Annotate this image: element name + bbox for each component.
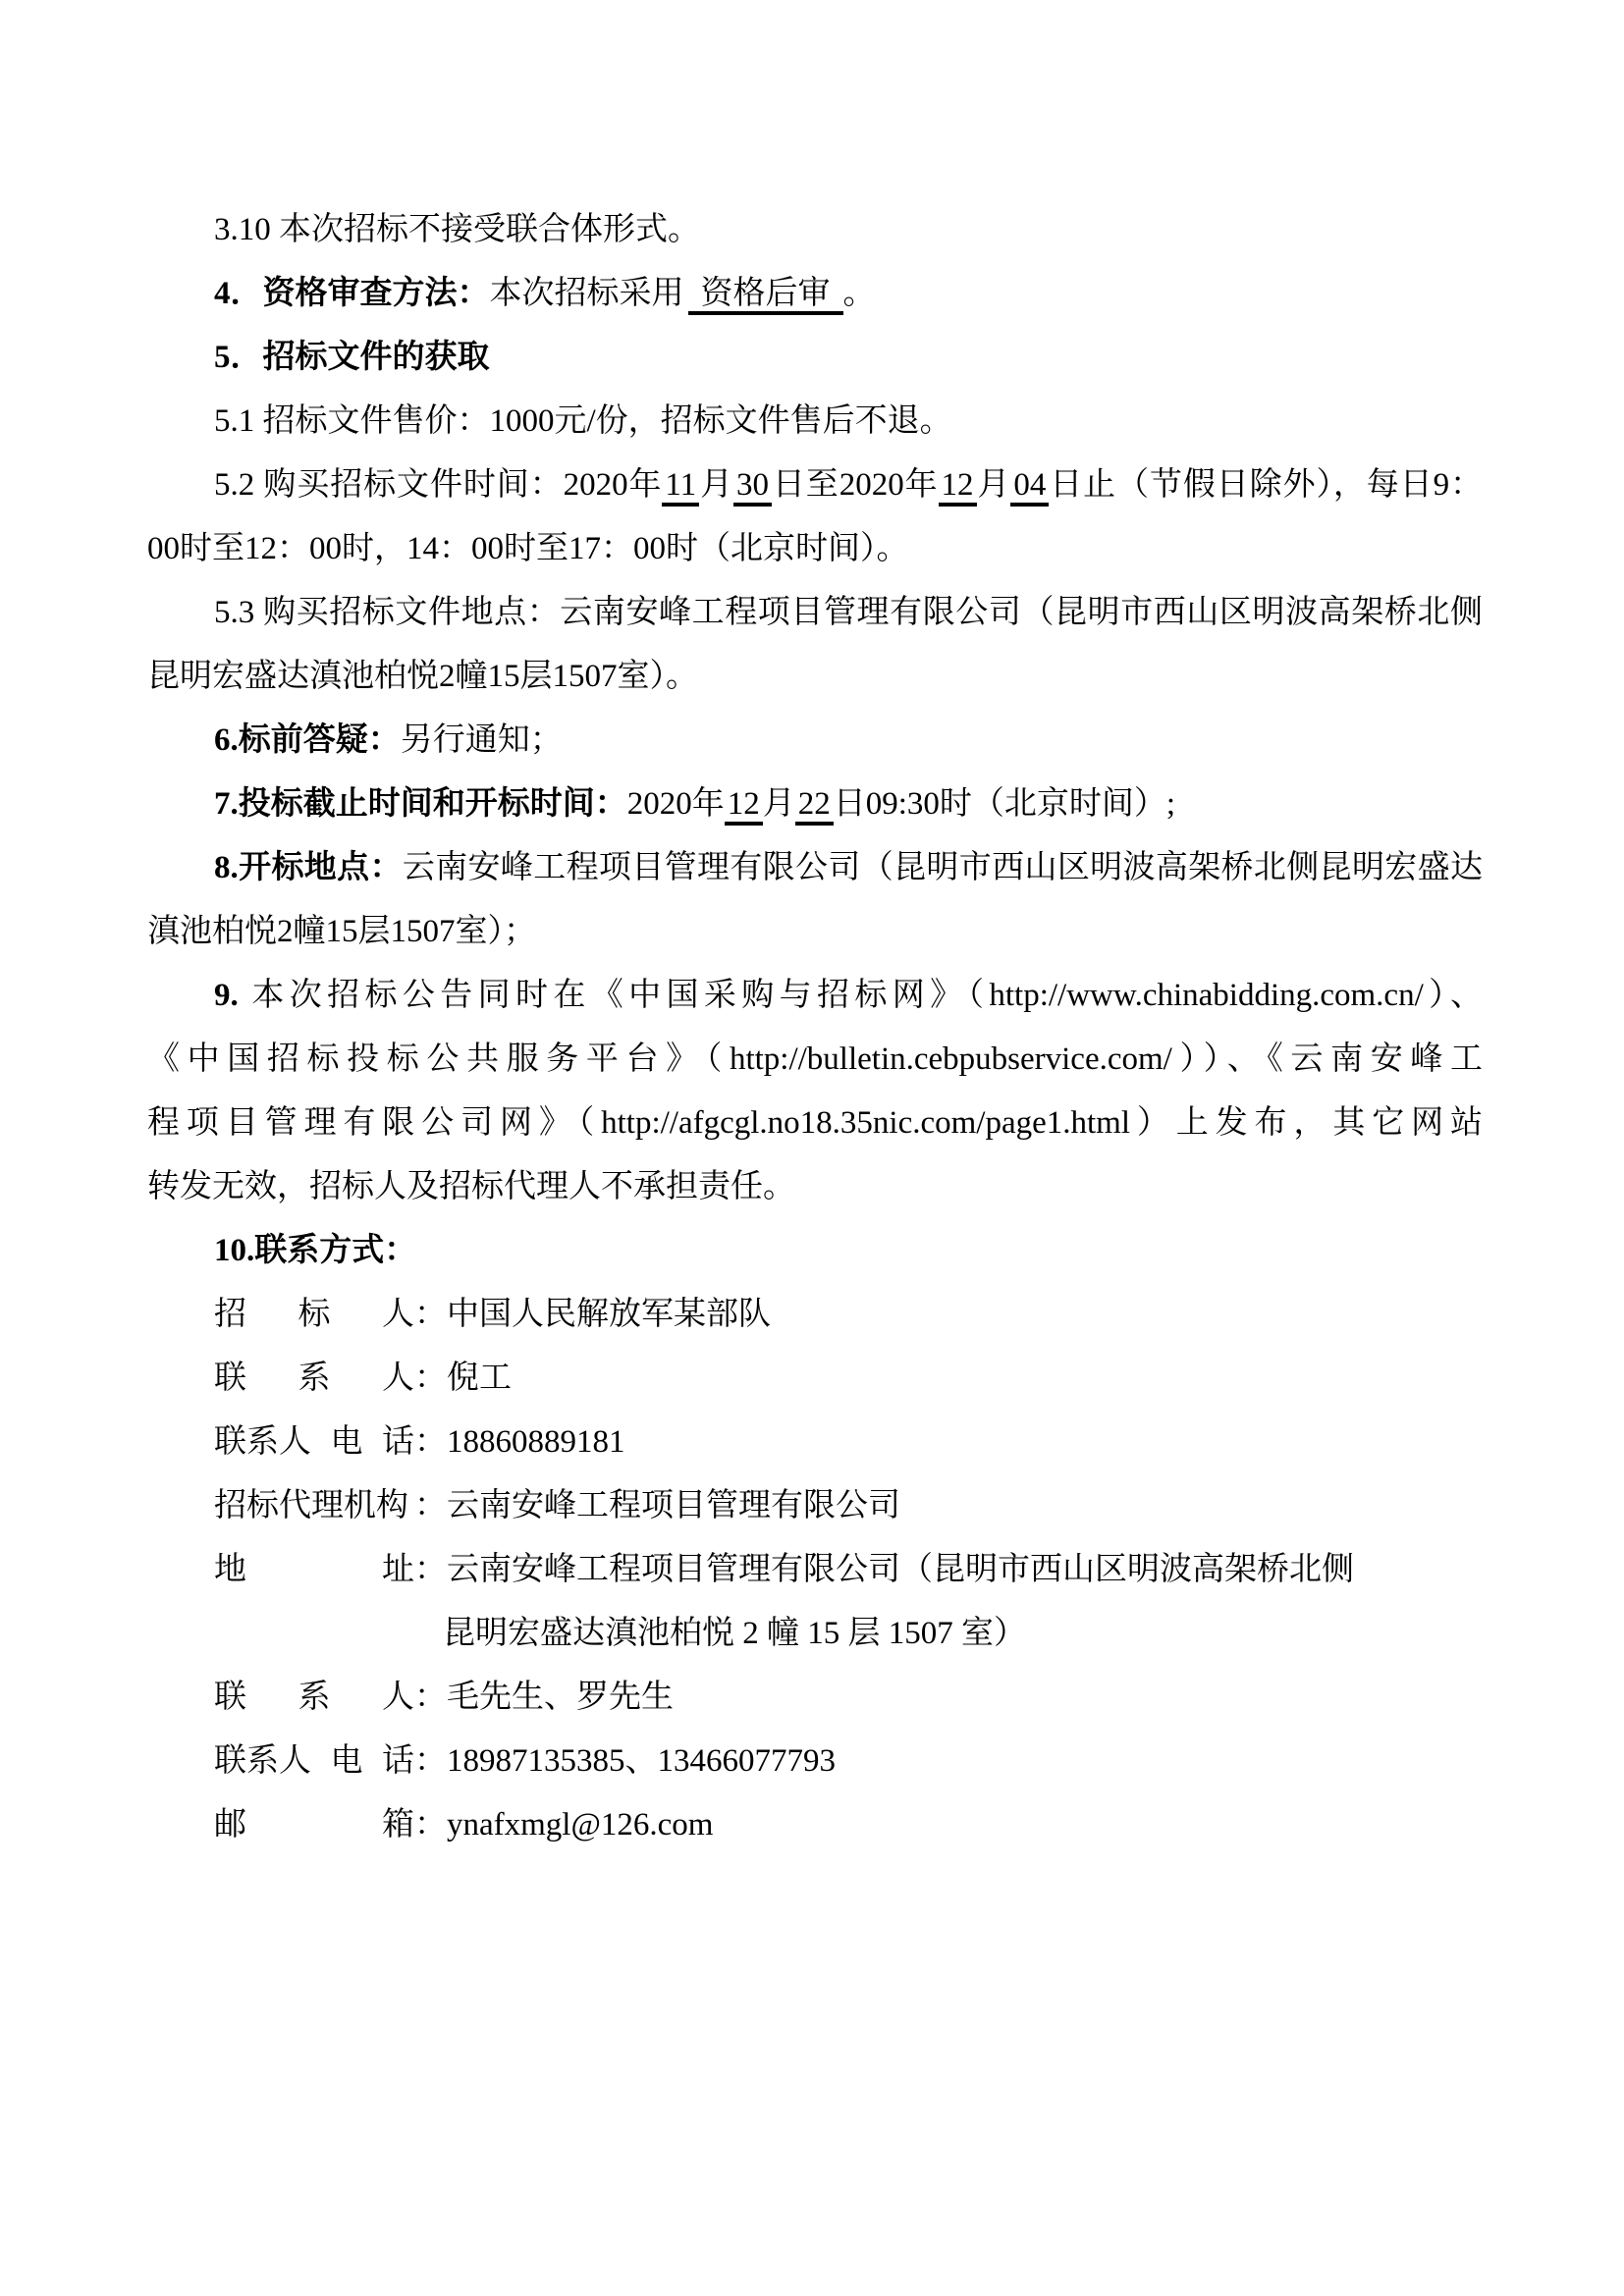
contact-label-part: 联系人 xyxy=(214,1743,311,1779)
contact-value: 18987135385、13466077793 xyxy=(447,1743,836,1779)
contact-label-part: 招标代理机构 xyxy=(214,1488,408,1523)
text-line xyxy=(147,1155,1483,1219)
text-run: 昆明宏盛达滇池柏悦2幢15层1507室）。 xyxy=(147,659,698,694)
contact-colon: ： xyxy=(414,1297,447,1332)
text-run: 日至2020年 xyxy=(771,467,939,503)
contact-colon: ： xyxy=(414,1743,447,1779)
text-run: 云南安峰工程项目管理有限公司（昆明市西山区明波高架桥北侧昆明宏盛达 xyxy=(402,850,1484,885)
underlined-text-run: 11 xyxy=(662,467,699,507)
contact-value: ynafxmgl@126.com xyxy=(447,1807,714,1842)
text-run: 3.10 本次招标不接受联合体形式。 xyxy=(214,212,700,247)
text-line xyxy=(147,581,1483,645)
contact-label-part: 联 xyxy=(214,1361,246,1396)
text-line xyxy=(147,836,1483,900)
text-line xyxy=(147,326,1483,390)
contact-label xyxy=(214,1347,414,1411)
text-line xyxy=(147,709,1483,773)
text-run: 本次招标采用 xyxy=(489,276,684,311)
contact-label xyxy=(214,1411,414,1474)
contact-colon: ： xyxy=(414,1361,447,1396)
contact-label xyxy=(214,1730,414,1793)
underlined-text-run: 30 xyxy=(733,467,772,507)
text-run: 月 xyxy=(976,467,1011,503)
contact-label-part: 地 xyxy=(214,1552,246,1587)
text-run: 本次招标公告同时在《中国采购与招标网》（http://www.chinabidding.com.cn/）、 xyxy=(238,978,1483,1013)
contact-label-part: 招 xyxy=(214,1297,246,1332)
bold-text-run: 7.投标截止时间和开标时间： xyxy=(214,786,627,822)
bold-text-run: 6.标前答疑： xyxy=(214,722,401,758)
contact-colon: ： xyxy=(414,1552,447,1587)
contact-label xyxy=(214,1538,414,1602)
text-run: 月 xyxy=(699,467,733,503)
contact-label xyxy=(214,1283,414,1347)
text-run: 5.2 购买招标文件时间：2020年 xyxy=(214,467,663,503)
bold-text-run: 5．招标文件的获取 xyxy=(214,340,490,375)
contact-row xyxy=(147,1474,1483,1538)
text-line xyxy=(147,1092,1483,1155)
contact-label-part: 话 xyxy=(382,1424,414,1460)
contact-colon: ： xyxy=(414,1424,447,1460)
contact-address-line2: 昆明宏盛达滇池柏悦 2 幢 15 层 1507 室） xyxy=(443,1616,1026,1651)
underlined-text-run: 04 xyxy=(1010,467,1049,507)
text-line xyxy=(147,900,1483,964)
text-run: 2020年 xyxy=(626,786,725,822)
text-line xyxy=(147,517,1483,581)
contact-row xyxy=(147,1666,1483,1730)
contact-label-part: 址 xyxy=(382,1552,414,1587)
text-run: 《中国招标投标公共服务平台》（http://bulletin.cebpubservice.com/））、《云南安峰工 xyxy=(147,1041,1483,1077)
contact-colon: ： xyxy=(414,1488,447,1523)
contact-label xyxy=(214,1666,414,1730)
contact-label-part: 系 xyxy=(298,1361,331,1396)
contact-row xyxy=(147,1538,1483,1602)
contact-value: 云南安峰工程项目管理有限公司（昆明市西山区明波高架桥北侧 xyxy=(447,1552,1354,1587)
contact-row xyxy=(147,1730,1483,1793)
underlined-text-run: 12 xyxy=(725,786,763,826)
text-run: 。 xyxy=(842,276,876,311)
contact-row xyxy=(147,1411,1483,1474)
text-line xyxy=(147,773,1483,836)
contact-label-part: 电 xyxy=(330,1743,363,1779)
text-run: 滇池柏悦2幢15层1507室）； xyxy=(147,914,536,949)
contact-label-part: 话 xyxy=(382,1743,414,1779)
contact-label xyxy=(214,1793,414,1857)
contact-label xyxy=(214,1474,414,1538)
text-line xyxy=(147,198,1483,262)
contact-label-part: 人 xyxy=(382,1361,414,1396)
text-run: 程项目管理有限公司网》（http://afgcgl.no18.35nic.com/page1.html）上发布，其它网站 xyxy=(147,1105,1483,1141)
contact-row xyxy=(147,1283,1483,1347)
contact-value: 倪工 xyxy=(447,1361,512,1396)
text-line xyxy=(147,964,1483,1028)
text-line xyxy=(147,1219,1483,1283)
contact-label-part: 联 xyxy=(214,1680,246,1715)
contact-colon: ： xyxy=(414,1807,447,1842)
text-run: 5.3 购买招标文件地点：云南安峰工程项目管理有限公司（昆明市西山区明波高架桥北侧 xyxy=(214,595,1483,630)
contact-colon: ： xyxy=(414,1680,447,1715)
contact-label-part: 箱 xyxy=(382,1807,414,1842)
bold-text-run: 4．资格审查方法： xyxy=(214,276,490,311)
contact-value: 云南安峰工程项目管理有限公司 xyxy=(447,1488,900,1523)
underlined-text-run: 22 xyxy=(795,786,834,826)
text-run: 00时至12：00时，14：00时至17：00时（北京时间）。 xyxy=(147,531,909,566)
text-run: 日止（节假日除外），每日9： xyxy=(1049,467,1483,503)
underlined-text-run: 12 xyxy=(939,467,977,507)
text-run: 5.1 招标文件售价：1000元/份，招标文件售后不退。 xyxy=(214,403,952,439)
text-line xyxy=(147,645,1483,709)
contact-value: 中国人民解放军某部队 xyxy=(447,1297,771,1332)
text-run: 另行通知； xyxy=(400,722,563,758)
contact-label-part: 人 xyxy=(382,1680,414,1715)
text-line xyxy=(147,1028,1483,1092)
text-run: 转发无效，招标人及招标代理人不承担责任。 xyxy=(147,1169,795,1204)
document-body xyxy=(147,198,1483,1857)
contact-row xyxy=(147,1793,1483,1857)
contact-label-part: 邮 xyxy=(214,1807,246,1842)
text-run: 日09:30时（北京时间）; xyxy=(833,786,1176,822)
text-line xyxy=(147,454,1483,517)
contact-label-part: 系 xyxy=(298,1680,331,1715)
text-line xyxy=(147,390,1483,454)
contact-label-part: 联系人 xyxy=(214,1424,311,1460)
bold-text-run: 10.联系方式： xyxy=(214,1233,417,1268)
contact-label-part: 电 xyxy=(330,1424,363,1460)
contact-row xyxy=(147,1347,1483,1411)
contact-value: 毛先生、罗先生 xyxy=(447,1680,674,1715)
bold-text-run: 9. xyxy=(214,978,239,1013)
underlined-text-run: 资格后审 xyxy=(688,276,843,315)
text-run: 月 xyxy=(762,786,795,822)
contact-label-part: 人 xyxy=(382,1297,414,1332)
bold-text-run: 8.开标地点： xyxy=(214,850,403,885)
contact-label-part: 标 xyxy=(298,1297,331,1332)
contact-value: 18860889181 xyxy=(447,1424,625,1460)
text-line xyxy=(147,262,1483,326)
